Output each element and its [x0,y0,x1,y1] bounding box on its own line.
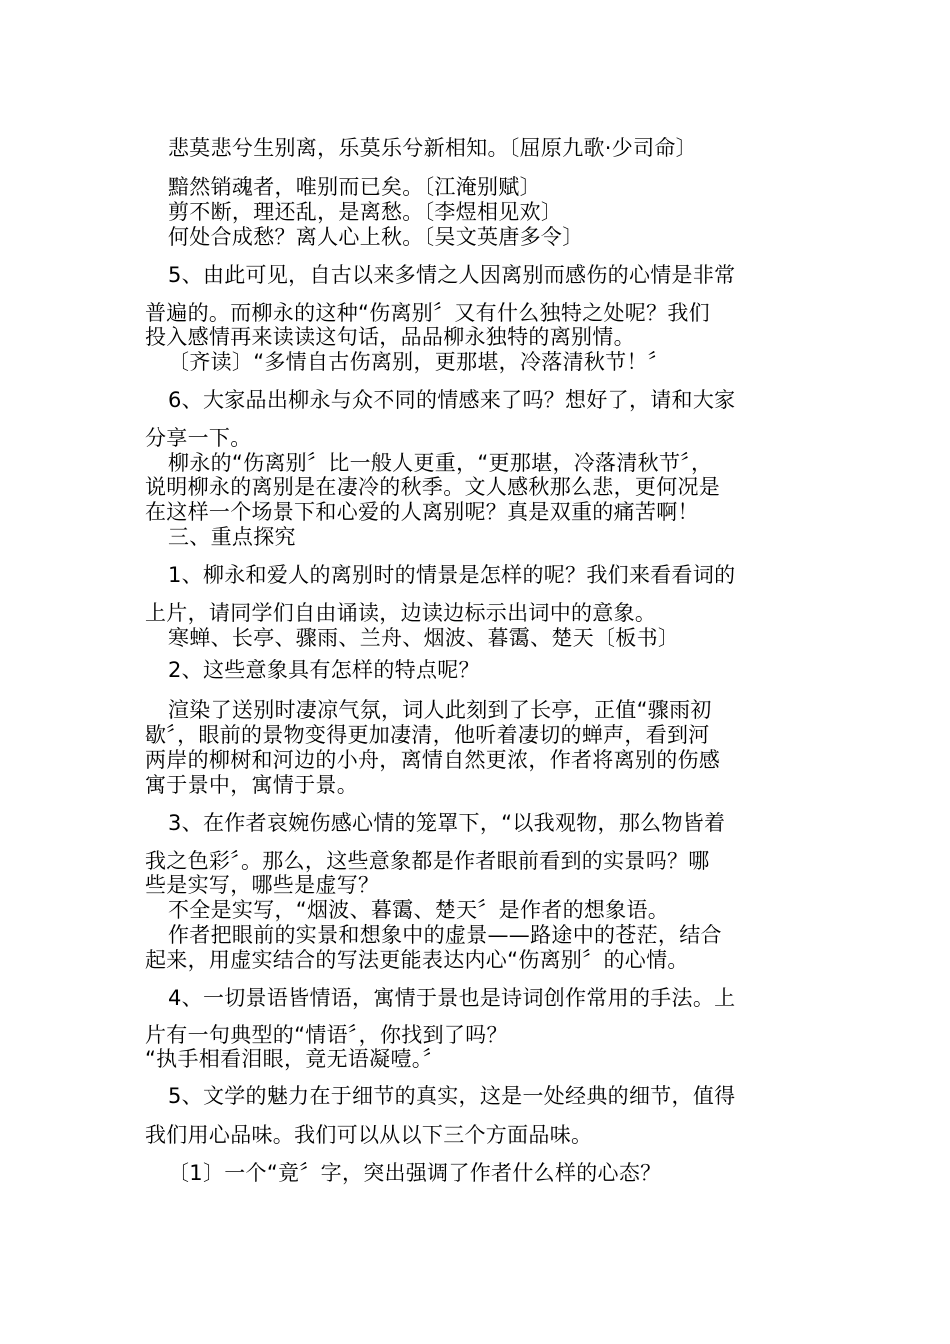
paragraph-line: 片有一句典型的“情语〞，你找到了吗？ [145,1023,508,1047]
paragraph-line: 作者把眼前的实景和想象中的虚景——路途中的苍茫，结合 [168,923,722,947]
poem-quote-wu-wenying: 何处合成愁？离人心上秋。〔吴文英唐多令〕 [168,225,584,249]
paragraph-line: 两岸的柳树和河边的小舟，离情自然更浓，作者将离别的伤感 [145,748,721,772]
paragraph-line: 不全是实写，“烟波、暮霭、楚天〞是作者的想象语。 [168,898,670,922]
paragraph-line: 4、一切景语皆情语，寓情于景也是诗词创作常用的手法。上 [168,986,736,1010]
paragraph-line: 上片，请同学们自由诵读，边读边标示出词中的意象。 [145,601,657,625]
quoted-line: “执手相看泪眼，竟无语凝噎。〞 [145,1047,444,1071]
paragraph-line: 起来，用虚实结合的写法更能表达内心“伤离别〞的心情。 [145,948,689,972]
paragraph-line: 〔1〕一个“竟〞字，突出强调了作者什么样的心态？ [168,1161,662,1185]
paragraph-line: 2、这些意象具有怎样的特点呢？ [168,658,480,682]
section-heading: 三、重点探究 [168,525,296,549]
paragraph-line: 1、柳永和爱人的离别时的情景是怎样的呢？我们来看看词的 [168,563,736,587]
paragraph-line: 5、文学的魅力在于细节的真实，这是一处经典的细节，值得 [168,1084,736,1108]
paragraph-line: 歇〞，眼前的景物变得更加凄清，他听着凄切的蝉声，看到河 [145,723,710,747]
poem-quote-qu-yuan: 悲莫悲兮生别离，乐莫乐兮新相知。〔屈原九歌·少司命〕 [168,136,697,160]
paragraph-line: 6、大家品出柳永与众不同的情感来了吗？想好了，请和大家 [168,388,736,412]
poem-quote-jiang-yan: 黯然销魂者，唯别而已矣。〔江淹别赋〕 [168,175,541,199]
paragraph-line: 在这样一个场景下和心爱的人离别呢？真是双重的痛苦啊！ [145,500,699,524]
paragraph-line: 寓于景中，寓情于景。 [145,773,358,797]
paragraph-line: 寒蝉、长亭、骤雨、兰舟、烟波、暮霭、楚天〔板书〕 [168,626,680,650]
paragraph-line: 柳永的“伤离别〞比一般人更重，“更那堪，冷落清秋节〞， [168,451,713,475]
paragraph-line: 投入感情再来读读这句话，品品柳永独特的离别情。 [145,325,635,349]
paragraph-line: 渲染了送别时凄凉气氛，词人此刻到了长亭，正值“骤雨初 [168,698,712,722]
paragraph-line: 我们用心品味。我们可以从以下三个方面品味。 [145,1123,593,1147]
paragraph-line: 3、在作者哀婉伤感心情的笼罩下，“以我观物，那么物皆着 [168,811,726,835]
paragraph-line: 5、由此可见，自古以来多情之人因离别而感伤的心情是非常 [168,263,736,287]
poem-quote-li-yu: 剪不断，理还乱，是离愁。〔李煜相见欢〕 [168,200,563,224]
paragraph-line: 〔齐读〕“多情自古伤离别，更那堪，冷落清秋节！〞 [168,350,670,374]
paragraph-line: 分享一下。 [145,426,252,450]
paragraph-line: 普遍的。而柳永的这种“伤离别〞又有什么独特之处呢？我们 [145,301,710,325]
paragraph-line: 说明柳永的离别是在凄冷的秋季。文人感秋那么悲，更何况是 [145,475,721,499]
paragraph-line: 些是实写，哪些是虚写？ [145,873,380,897]
paragraph-line: 我之色彩〞。那么，这些意象都是作者眼前看到的实景吗？哪 [145,849,710,873]
